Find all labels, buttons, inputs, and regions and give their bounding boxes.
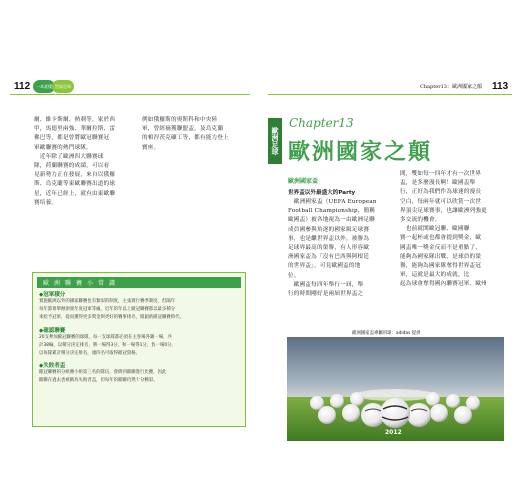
text-line: 甲，馬德里兩強、華爾拉斯、雷 (34, 126, 116, 133)
text-line: 軍，這就是最大的成就，比 (400, 272, 470, 279)
text-line: 行的時間剛好是兩屆世界盃之 (288, 291, 364, 298)
text-line: 位。 (288, 272, 300, 279)
text-line: 計38輪，以積分決定排名，勝一場得3分，和一場得1分，負一場0分， (39, 342, 176, 348)
text-line: 足球界最高的榮譽，有人形容歐 (288, 245, 370, 252)
tips-section-text (39, 369, 239, 385)
text-line: 例如俄羅斯的奧斯科和中央陸 (142, 117, 218, 123)
text-line: 行，正好為我們作為球迷的漫長 (400, 189, 482, 196)
text-line: 賽培養。 (34, 199, 58, 206)
tips-section-heading: ◆確認聯賽 (39, 327, 66, 334)
text-line: 以每隊累計積分決定排名，頭四名可取得歐冠資格。 (39, 351, 140, 357)
left-header-pill-1: 一本就懂 (33, 80, 55, 93)
text-line: 成員國參與角逐的國家級足球賽 (288, 226, 370, 233)
tips-section-text (39, 334, 239, 359)
footballs-photo (287, 337, 504, 441)
photo-year-label: 2012 (385, 429, 402, 436)
photo-caption: 歐洲國家盃專屬用球：adidas 提供 (352, 331, 421, 336)
right-column-1 (288, 198, 396, 299)
text-line: Football Championship，簡稱 (288, 208, 376, 215)
chapter-english-title: Chapter13 (289, 116, 354, 130)
text-line: 佛巴等，都是曾將歐冠聯賽冠 (34, 135, 110, 142)
tips-section-heading: ◆失敗者盃 (39, 363, 66, 370)
text-line: 斯、烏克蘭等東歐聯賽出道的球 (34, 181, 116, 188)
text-line: 空白，每兩年就可以欣賞一次世 (400, 198, 482, 205)
right-header-rule (268, 94, 512, 95)
section-subheading: 世界盃以外最盛大的Party (288, 190, 356, 196)
text-line: 歐洲國家盃（UEFA European (288, 199, 377, 205)
text-line: 軍歐聯賽的熱門球隊。 (34, 144, 92, 151)
right-header-chapter: Chapter13：歐洲國家之顛 (420, 84, 482, 90)
text-line: 起為球會奪得國內聯賽冠軍、歐州 (400, 281, 487, 288)
text-line: 歐聯在過去也被稱為失敗者盃，但每年的歐聯仍然十分精彩。 (39, 378, 158, 384)
text-line: 每年都會舉辦頒發年度冠軍等級，近年的年以上歐冠聯賽都以最多積分 (39, 307, 176, 313)
tips-section-text (39, 298, 239, 323)
tips-section-heading: ◆冠軍積分 (39, 292, 66, 298)
footballs-illustration (287, 337, 504, 441)
text-line: 賽一起杯或也都會提到獎金，歐 (400, 235, 482, 242)
text-line: 國盃唯一獎金反而不是重點了， (400, 244, 482, 251)
left-header-pill-2: 世界足球 (52, 80, 74, 93)
right-column-2 (400, 170, 506, 290)
text-line: 見新勢力正在發展，來自以俄羅 (34, 172, 116, 179)
tips-box (32, 272, 246, 427)
text-line: 實施歐洲以外的國家聯賽也有類似的制度，主張實行賽季制度，但隔年 (39, 299, 176, 304)
left-column-1 (34, 116, 134, 208)
chapter-badge: 歐洲足球 (268, 118, 282, 164)
chapter-chinese-title: 歐洲國家之顛 (288, 139, 433, 165)
right-page-number: 113 (492, 81, 509, 92)
text-line: 歐國盃每四年舉行一屆，舉 (288, 281, 364, 288)
text-line: 事，也是繼世界盃以外，被譽為 (288, 235, 370, 242)
text-line: 來給予冠軍，從而獲得更多獎金與更好的賽事排名，開創新歐冠聯賽時代。 (39, 315, 184, 321)
tips-box-title: 歐洲聯賽小常識 (37, 277, 241, 288)
text-line: 的世界盃」，可見歐國盃的地 (288, 263, 361, 270)
left-page-number: 112 (14, 81, 31, 92)
text-line: 洲國家盃為「沒有巴西與阿根廷 (288, 254, 370, 261)
text-line: 近年除了歐洲四大聯賽球 (34, 153, 104, 160)
text-line: 寶座。 (142, 144, 160, 151)
text-line: 的頓涅茨克礦工等，都有能力登上 (142, 135, 229, 142)
text-line: 也前就開歐冠聯、歐國聯 (400, 226, 470, 233)
text-line: 軍，曾經摘獲聯盟盃，及烏克蘭 (142, 126, 224, 133)
text-line: 多交流的機會。 (400, 217, 441, 224)
text-line: 能夠為國家隊出戰，是球員的榮 (400, 253, 482, 260)
text-line: 爾、維卡斯爾、熱刺等，家於西 (34, 117, 116, 123)
text-line: 歐冠聯賽的分組賽小組第三名的隊伍，會降到歐聯進行比賽，因此 (39, 370, 167, 376)
text-line: 隊，荷蘭聯賽的成績，可以看 (34, 163, 110, 170)
text-line: 星，近年已經上，就有由東歐聯 (34, 190, 116, 197)
text-line: 間，雙如每一四年才有一次世界 (400, 171, 482, 177)
section-heading: 歐洲國家盃 (288, 178, 319, 185)
text-line: 盃，是多麼漫長啊！歐國盃舉 (400, 180, 476, 187)
text-line: 20支參加歐冠聯賽的球隊，每一支球隊都必須在主客場各踢一場，共 (39, 334, 172, 340)
text-line: 譽，能夠為國家隊奪得世界盃冠 (400, 263, 482, 270)
left-header-rule (10, 94, 250, 95)
text-line: 歐國盃）被各地視為一由歐洲足聯 (288, 217, 375, 224)
left-column-2 (142, 116, 242, 153)
text-line: 界頂尖足球賽事，也讓歐洲列強更 (400, 207, 487, 214)
